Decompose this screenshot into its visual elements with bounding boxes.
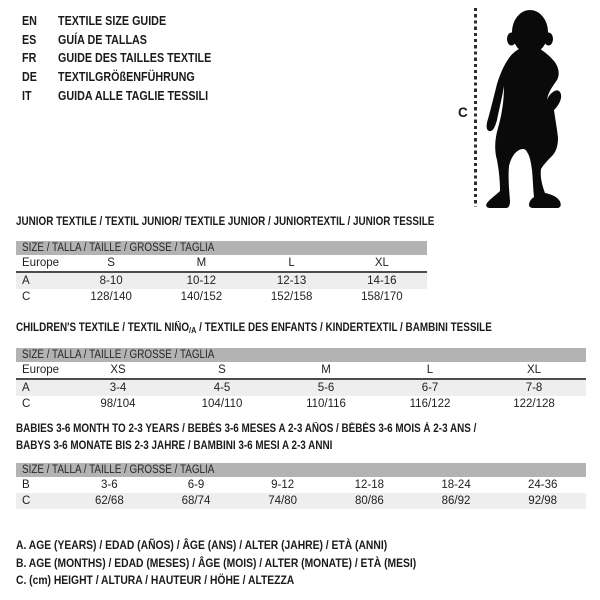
size-header-text: SIZE / TALLA / TAILLE / GRÖSSE / TAGLIA	[22, 464, 215, 476]
table-cell: 98/104	[100, 398, 136, 410]
column-header-cell: L	[288, 257, 295, 269]
childrens-table-title	[16, 322, 569, 335]
junior-table-title-text: JUNIOR TEXTILE / TEXTIL JUNIOR/ TEXTILE JUNIOR / JUNIORTEXTIL / JUNIOR TESSILE	[16, 216, 435, 228]
column-header-cell: S	[107, 257, 115, 269]
row-label: A	[22, 382, 30, 394]
language-code: IT	[22, 88, 32, 103]
row-label: C	[22, 495, 31, 507]
table-cell: 110/116	[306, 398, 346, 410]
language-code: EN	[22, 14, 37, 29]
language-list	[22, 12, 236, 105]
footnote-a-text: A. AGE (YEARS) / EDAD (AÑOS) / ÂGE (ANS) / ALTER (JAHRE) / ETÀ (ANNI)	[16, 538, 388, 552]
table-cell: 12-18	[354, 479, 385, 491]
column-header-cell: S	[218, 364, 226, 376]
language-row-de	[22, 68, 236, 87]
babies-table-title-line2: BABYS 3-6 MONATE BIS 2-3 JAHRE / BAMBINI 3-6 MESI A 2-3 ANNI	[16, 440, 333, 452]
table-cell: 8-10	[99, 275, 123, 287]
language-code: ES	[22, 32, 37, 47]
language-code: FR	[22, 51, 37, 66]
table-cell: 158/170	[361, 291, 403, 303]
table-cell: 9-12	[271, 479, 295, 491]
size-header-bar	[16, 348, 586, 362]
table-cell: 18-24	[441, 479, 471, 491]
footnote-b-text: B. AGE (MONTHS) / EDAD (MESES) / ÂGE (MOIS) / ALTER (MONATE) / ETÀ (MESI)	[16, 555, 417, 570]
column-header-cell: M	[321, 364, 331, 376]
table-row-c	[16, 289, 427, 305]
language-row-en	[22, 12, 236, 31]
footnote-a	[16, 538, 481, 556]
table-cell: 74/80	[268, 495, 298, 507]
language-label: TEXTILE SIZE GUIDE	[58, 14, 167, 29]
childrens-table-title-text: CHILDREN'S TEXTILE / TEXTIL $NIÑO_{/A}$ / TEXTILE DES ENFANTS / KINDERTEXTIL / BAMBINI TESSILE	[16, 322, 492, 335]
table-row-c	[16, 493, 586, 509]
table-cell: 62/68	[94, 495, 124, 507]
table-row-europe	[16, 362, 586, 380]
table-row-c	[16, 396, 586, 412]
height-measure-label: C	[458, 105, 468, 120]
row-label: Europe	[22, 364, 60, 376]
babies-table-title	[16, 423, 551, 457]
column-header-cell: L	[426, 364, 434, 376]
table-cell: 4-5	[213, 382, 231, 394]
footnote-b	[16, 556, 481, 574]
language-label: GUÍA DE TALLAS	[58, 32, 147, 47]
column-header-cell: XS	[110, 364, 126, 376]
size-header-bar	[16, 241, 427, 255]
table-cell: 12-13	[276, 275, 307, 287]
footnote-c-text: C. (cm) HEIGHT / ALTURA / HAUTEUR / HÖHE / ALTEZZA	[16, 573, 295, 587]
footnotes	[16, 538, 481, 591]
size-header-bar	[16, 463, 586, 477]
table-cell: 7-8	[525, 382, 543, 394]
row-label: B	[22, 479, 30, 491]
table-cell: 68/74	[181, 495, 211, 507]
language-row-it	[22, 86, 236, 105]
junior-table-title	[16, 216, 502, 228]
height-measure-dashed-line	[474, 8, 477, 207]
table-cell: 122/128	[513, 398, 555, 410]
table-cell: 86/92	[441, 495, 471, 507]
language-code: DE	[22, 70, 37, 85]
babies-size-table	[16, 463, 586, 509]
table-cell: 92/98	[528, 495, 558, 507]
table-cell: 6-9	[187, 479, 205, 491]
toddler-silhouette-icon	[484, 8, 566, 208]
table-cell: 3-4	[109, 382, 127, 394]
table-row-a	[16, 273, 427, 289]
row-label: C	[22, 398, 31, 410]
column-header-cell: XL	[374, 257, 389, 269]
row-label: C	[22, 291, 31, 303]
childrens-size-table	[16, 348, 586, 412]
column-header-cell: XL	[526, 364, 542, 376]
row-label: A	[22, 275, 30, 287]
table-row-a	[16, 380, 586, 396]
table-cell: 3-6	[101, 479, 118, 491]
language-label: TEXTILGRÖßENFÜHRUNG	[58, 70, 195, 85]
table-cell: 104/110	[201, 398, 243, 410]
table-cell: 6-7	[421, 382, 439, 394]
column-header-cell: M	[196, 257, 207, 269]
row-label: Europe	[22, 257, 60, 269]
table-row-b	[16, 477, 586, 493]
table-cell: 128/140	[90, 291, 132, 303]
size-header-text: SIZE / TALLA / TAILLE / GRÖSSE / TAGLIA	[22, 242, 215, 254]
language-label: GUIDA ALLE TAGLIE TESSILI	[58, 88, 209, 103]
language-row-es	[22, 31, 236, 50]
size-header-text: SIZE / TALLA / TAILLE / GRÖSSE / TAGLIA	[22, 349, 215, 361]
language-label: GUIDE DES TAILLES TEXTILE	[58, 51, 212, 66]
table-cell: 80/86	[354, 495, 384, 507]
table-cell: 140/152	[180, 291, 223, 303]
table-cell: 14-16	[367, 275, 397, 287]
table-cell: 116/122	[409, 398, 451, 410]
junior-size-table	[16, 241, 427, 305]
babies-table-title-line1: BABIES 3-6 MONTH TO 2-3 YEARS / BEBÉS 3-6 MESES A 2-3 AÑOS / BÉBÉS 3-6 MOIS À 2-3 ANS /	[16, 423, 477, 435]
table-cell: 5-6	[317, 382, 335, 394]
table-cell: 152/158	[270, 291, 313, 303]
table-cell: 24-36	[527, 479, 558, 491]
language-row-fr	[22, 49, 236, 68]
table-row-europe	[16, 255, 427, 273]
footnote-c	[16, 573, 481, 591]
table-cell: 10-12	[186, 275, 217, 287]
